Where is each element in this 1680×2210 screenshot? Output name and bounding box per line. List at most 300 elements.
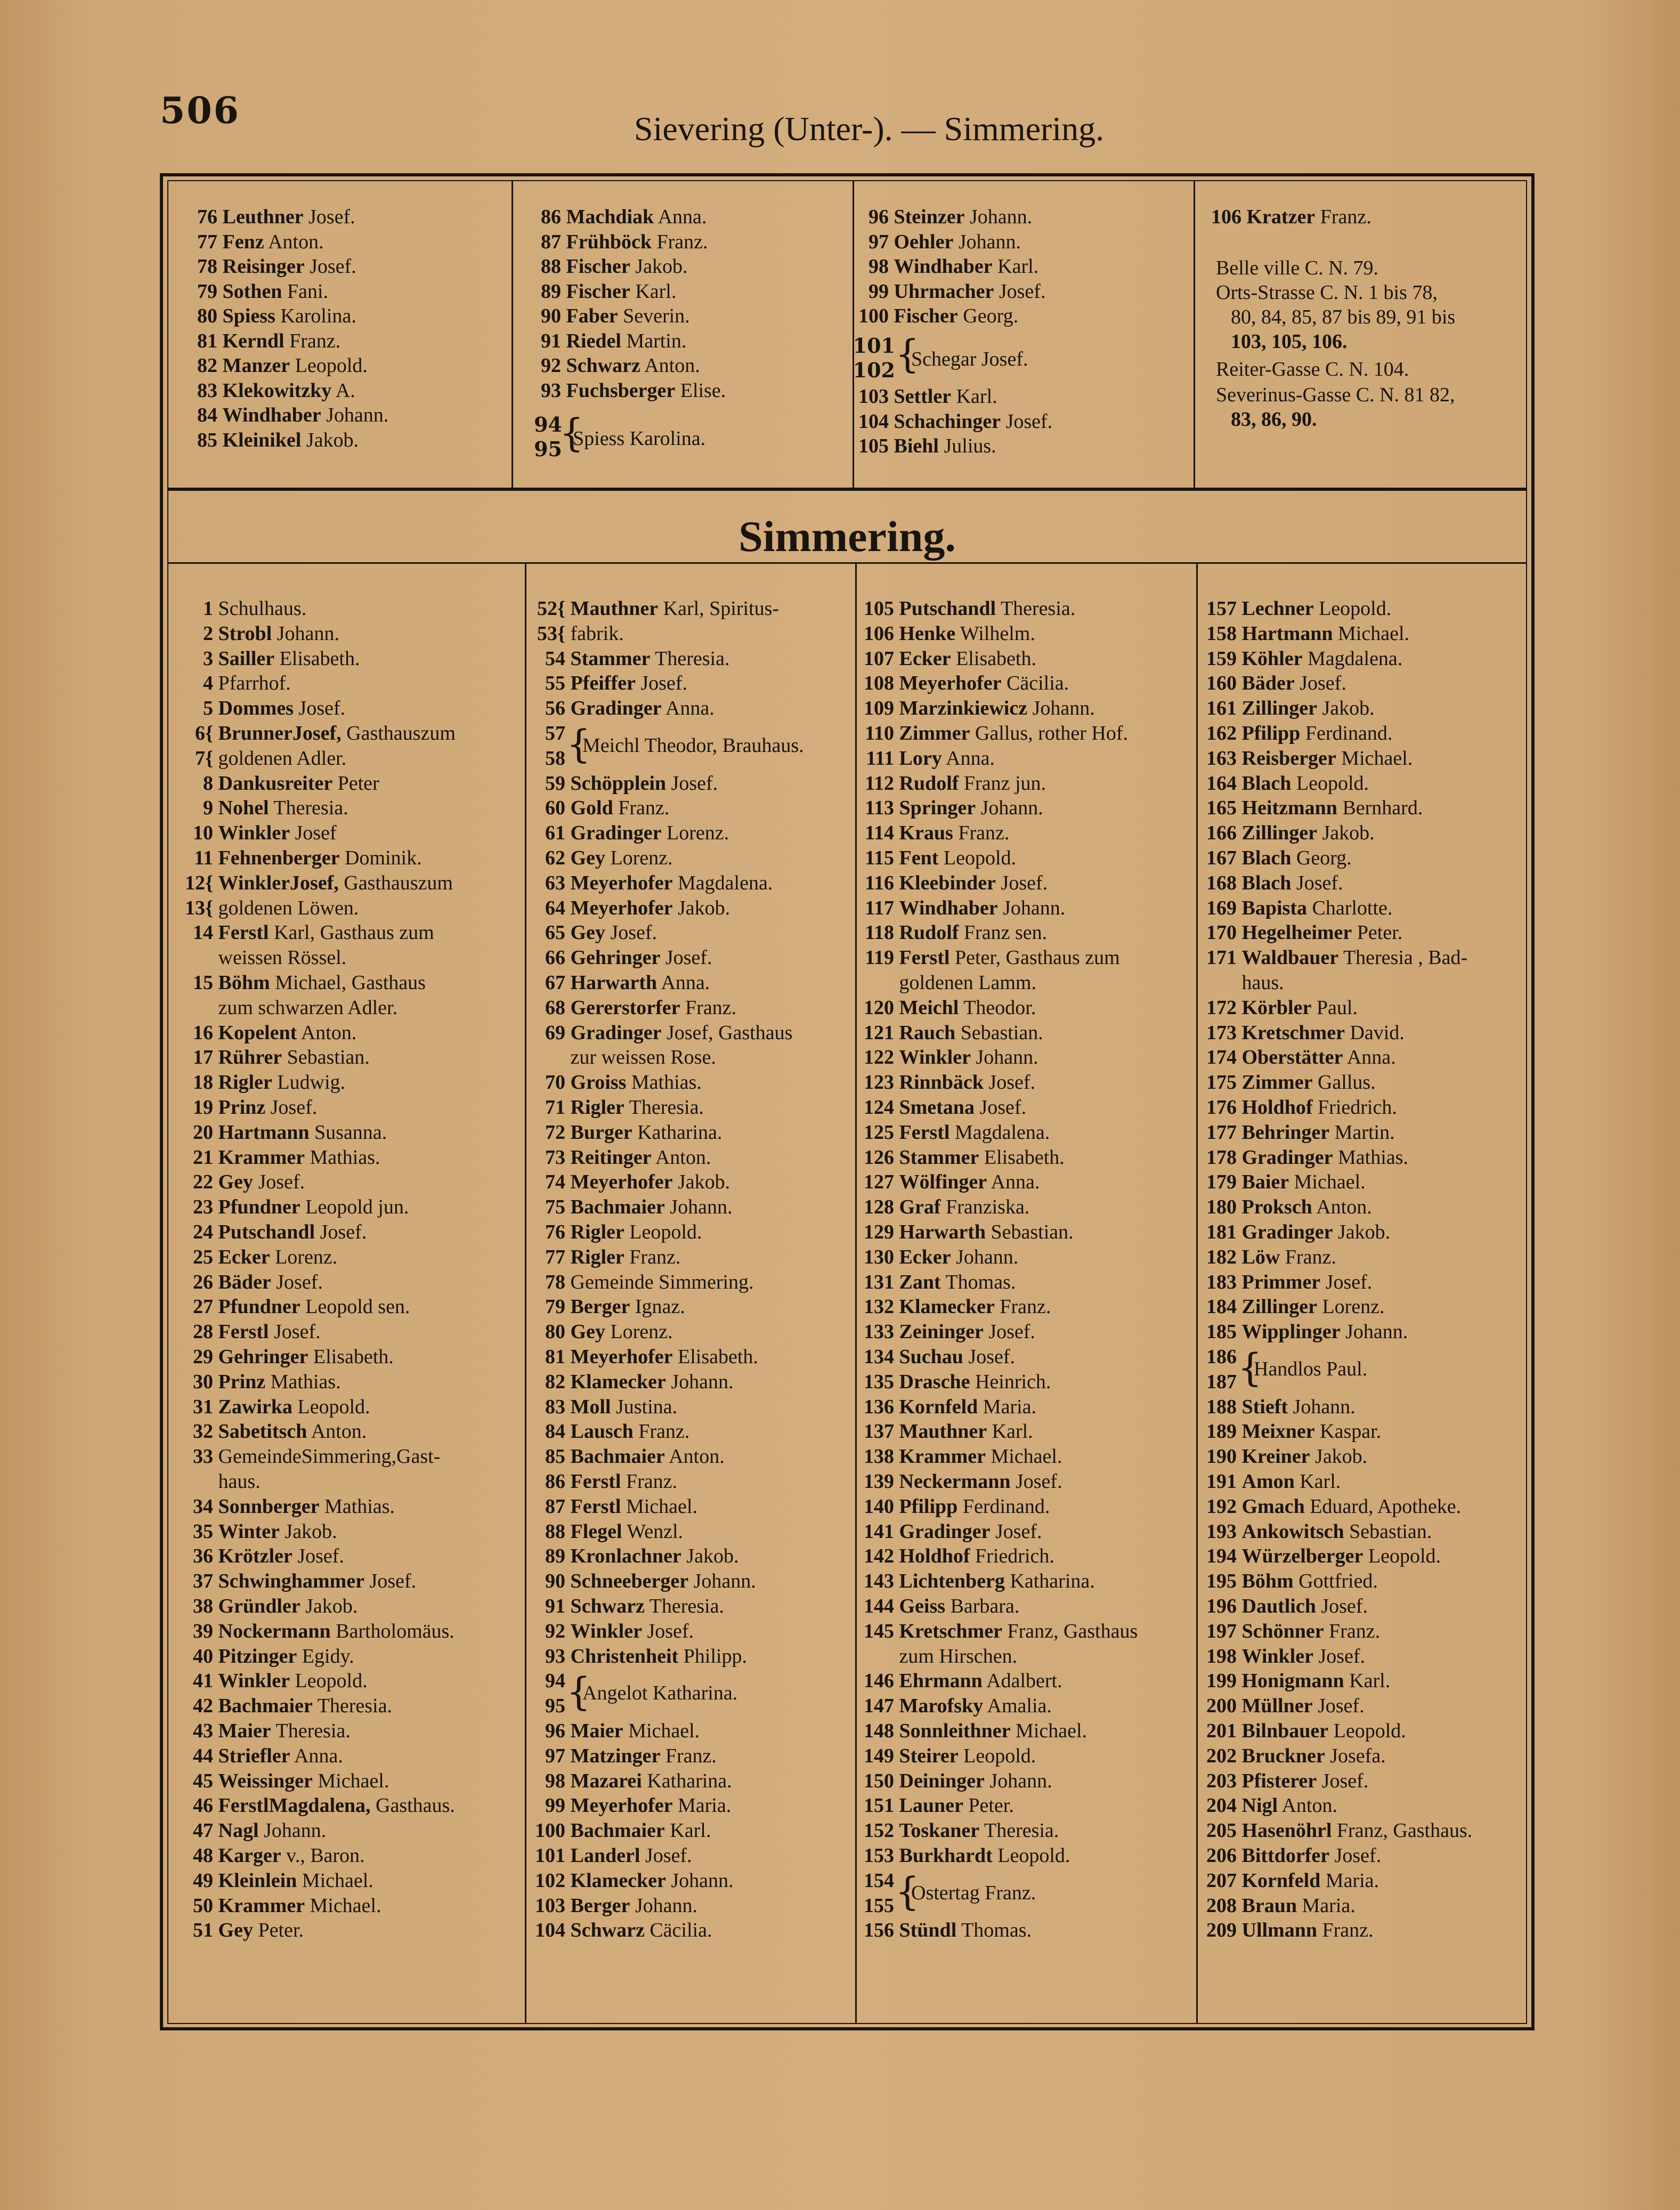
entry-given: Anna. [661,972,710,994]
entry-given: Leopold. [943,847,1017,869]
entry-surname: Ecker [899,647,951,670]
group-number: 186 [1206,1346,1237,1368]
entry-given: Josef. [988,1071,1036,1094]
list-item [176,280,328,303]
list-item [520,971,710,994]
list-item [520,1869,734,1892]
entry-given: Josef. [310,255,356,278]
entry-surname: Manzer [222,354,290,377]
entry-surname: Nigl [1241,1794,1278,1817]
entry-number: 177 [1206,1121,1237,1144]
entry-surname: Faber [566,305,618,327]
group-number: 94 [545,1670,565,1693]
list-item [171,1220,367,1244]
entry-given: Johann. [976,1046,1038,1069]
entry-given: Franz, Gasthaus [1007,1620,1138,1642]
entry-given: Heinrich. [975,1370,1051,1393]
entry-given: Josef. [258,1171,305,1194]
entry-given: David. [1350,1021,1405,1044]
entry-number: 79 [197,280,217,303]
entry-number: 161 [1206,697,1237,720]
list-item [1191,597,1391,620]
list-item [847,280,1045,303]
entry-given: Franz. [958,822,1010,845]
list-item [520,1071,702,1094]
list-item [171,722,456,745]
entry-surname: Stammer [570,647,651,670]
entry-given: weissen Rössel. [218,946,347,969]
entry-given: Johann. [326,404,389,426]
entry-surname: Ferstl [570,1470,621,1493]
list-item [171,846,422,870]
entry-number: 91 [545,1595,565,1617]
list-item [1191,1495,1461,1518]
list-item [171,1096,317,1119]
list-item [848,747,995,770]
list-item [848,1594,1019,1618]
list-item [520,329,686,353]
entry-number: 26 [193,1270,213,1293]
list-item [171,1320,321,1343]
entry-surname: Kleinikel [222,428,302,451]
list-item [847,304,1018,328]
grouping-brace: { [559,410,584,455]
list-item [520,1744,717,1768]
entry-given: Johann. [670,1196,733,1219]
entry-given: Elisabeth. [313,1346,394,1368]
list-item [1191,1445,1367,1468]
list-item [1191,1220,1390,1244]
entry-surname: Holdhof [899,1545,970,1568]
entry-given: Johann. [277,622,339,645]
list-item [848,1819,1059,1842]
entry-given: Lorenz. [1322,1296,1385,1318]
list-item [520,647,729,670]
entry-number: 50 [193,1894,213,1917]
entry-number: 72 [545,1121,565,1144]
list-item [1191,1669,1390,1693]
entry-number: 129 [864,1221,894,1243]
list-item [848,1669,1062,1693]
entry-given: Anna. [294,1744,343,1767]
entry-number: 62 [545,847,565,869]
entry-number: 105 [858,435,889,457]
entry-given: Jakob. [686,1545,739,1568]
list-item [848,1544,1054,1568]
entry-number: 105 [864,597,894,620]
list-item [176,329,340,353]
entry-number: 83 [545,1395,565,1418]
list-item [520,1146,711,1169]
entry-surname: Leuthner [222,206,304,228]
entry-given: Karl. [635,280,677,303]
list-item [847,255,1038,278]
list-item [848,1195,1029,1219]
list-item [848,846,1016,870]
list-item [847,205,1032,229]
entry-given: Josef. [1317,1695,1365,1718]
entry-given: Johann. [671,1370,734,1393]
entry-number: 1 [203,597,213,620]
entry-given: Franz. [1329,1620,1381,1642]
running-header: Sievering (Unter-). — Simmering. [634,110,1105,148]
list-item [171,1894,381,1917]
entry-number: 122 [864,1046,894,1069]
entry-given: Theresia. [984,1819,1059,1842]
entry-surname: Klamecker [570,1370,666,1393]
list-item [1191,747,1413,770]
entry-given: Amalia. [987,1695,1052,1718]
entry-given: Josef. [297,1545,344,1568]
entry-number: 146 [864,1670,894,1693]
entry-surname: Ankowitsch [1241,1520,1344,1543]
list-item [520,996,736,1019]
entry-given: Thomas. [945,1270,1016,1293]
entry-surname: Biehl [894,435,939,457]
entry-surname: Putschandl [899,597,996,620]
entry-given: Michael. [1016,1720,1087,1742]
entry-surname: Deininger [899,1769,985,1792]
entry-number: 200 [1206,1695,1237,1718]
entry-given: Theresia. [317,1695,392,1718]
entry-number: 145 [864,1620,894,1642]
entry-given: Michael. [626,1495,697,1518]
list-item [520,1918,712,1942]
entry-number: 151 [864,1794,894,1817]
entry-surname: Nockermann [218,1620,331,1642]
entry-surname: Rudolf [899,772,959,795]
entry-given: Josef. [1325,1270,1373,1293]
entry-given: Martin. [626,329,687,352]
entry-surname: Gradinger [570,1021,662,1044]
list-item [520,1544,738,1568]
list-item [1191,1320,1408,1343]
entry-surname: Kreiner [1241,1445,1310,1468]
entry-surname: Graf [899,1196,941,1219]
entry-number: 120 [864,996,894,1019]
entry-surname: Gererstorfer [570,996,680,1019]
entry-given: haus. [218,1470,261,1493]
entry-given: Cäcilia. [650,1919,712,1942]
entry-given: Michael. [991,1445,1062,1468]
entry-surname: Gey [570,1321,605,1343]
entry-surname: Springer [899,797,976,820]
entry-surname: Schöpplein [570,772,667,795]
list-item [848,1420,1033,1443]
entry-given: Josef. [968,1346,1016,1368]
entry-given: zum Hirschen. [899,1645,1018,1667]
list-item [520,946,712,969]
entry-number: 16 [193,1021,213,1044]
entry-number: 205 [1206,1819,1237,1842]
entry-surname: Mazarei [570,1769,642,1792]
entry-given: Karl, Gasthaus zum [273,921,434,944]
entry-given: Josef. [369,1570,417,1593]
entry-given: Theresia. [273,797,348,820]
entry-given: Severin. [623,305,690,327]
list-item [848,1021,1043,1045]
street-note: 83, 86, 90. [1231,408,1317,431]
entry-given: v., Baron. [286,1844,365,1867]
entry-number: 100 [535,1819,565,1842]
entry-surname: FerstlMagdalena, [218,1794,371,1817]
entry-surname: Marofsky [899,1695,984,1718]
entry-number: 130 [864,1245,894,1268]
entry-given: Franz. [289,329,341,352]
grouping-brace: { [566,1669,591,1714]
entry-number: 48 [193,1844,213,1867]
entry-number: 174 [1206,1046,1237,1069]
entry-surname: Rauch [899,1021,956,1044]
entry-surname: Gradinger [570,822,662,845]
entry-surname: Reisberger [1241,747,1336,770]
entry-number: 47 [193,1819,213,1842]
entry-number: 40 [193,1645,213,1667]
entry-given: Josef. [1334,1844,1382,1867]
entry-number: 202 [1206,1744,1237,1767]
entry-given: Karl. [670,1819,711,1842]
list-item [1191,996,1358,1019]
list-item [848,1170,1040,1194]
entry-number: 135 [864,1370,894,1393]
list-item [1191,921,1402,944]
entry-number: 113 [865,797,894,820]
list-item [1191,1569,1378,1593]
entry-given: Philipp. [683,1645,747,1667]
entry-given: Elisabeth. [956,647,1036,670]
list-item [171,1918,304,1942]
entry-given: Gasthauszum [344,871,453,894]
entry-surname: Marzinkiewicz [899,697,1028,720]
entry-number: 142 [864,1545,894,1568]
group-number: 101 [853,334,895,358]
entry-number: 192 [1206,1495,1237,1518]
entry-surname: Dankusreiter [218,772,333,795]
entry-number: 97 [869,230,889,253]
entry-surname: Pfilipp [899,1495,958,1518]
list-item [1191,1894,1356,1917]
entry-surname: Bäder [1241,672,1295,695]
entry-given: Jakob. [1322,822,1375,845]
entry-surname: Schwarz [570,1595,645,1617]
entry-surname: Harwarth [899,1221,986,1243]
entry-surname: Windhaber [899,896,998,919]
entry-number: 168 [1206,871,1237,894]
entry-surname: Kornfeld [1241,1869,1321,1892]
entry-surname: Spiess [222,305,275,327]
entry-surname: Gehringer [570,946,661,969]
entry-number: 140 [864,1495,894,1518]
entry-given: Johann. [693,1570,756,1593]
list-item [520,1520,683,1543]
list-item [1191,1694,1365,1718]
entry-given: Lorenz. [610,847,673,869]
entry-surname: Launer [899,1794,963,1817]
entry-surname: Reitinger [570,1146,652,1169]
entry-surname: Fent [899,847,939,869]
entry-number: 104 [858,410,889,433]
entry-number: 79 [545,1296,565,1318]
entry-number: 96 [545,1720,565,1742]
entry-given: Franz, Gasthaus. [1336,1819,1473,1842]
entry-number: 87 [545,1495,565,1518]
list-item [848,1769,1052,1793]
entry-given: Julius. [944,435,996,457]
entry-number: 5 [203,697,213,720]
entry-given: Mathias. [1337,1146,1408,1169]
list-item [171,1370,341,1394]
list-item [847,230,1021,254]
entry-surname: Windhaber [894,255,993,278]
entry-surname: Waldbauer [1241,946,1339,969]
entry-surname: Zant [899,1270,941,1293]
entry-given: Josef. [270,1096,318,1119]
list-item [171,1520,337,1543]
entry-surname: Meyerhofer [570,1171,673,1194]
entry-given: Georg. [963,305,1019,327]
entry-given: Josef. [1001,871,1048,894]
entry-number: 167 [1206,847,1237,869]
entry-surname: Körbler [1241,996,1312,1019]
entry-given: Josef. [671,772,718,795]
entry-surname: Bruckner [1241,1744,1325,1767]
entry-surname: Rudolf [899,921,959,944]
entry-given: Josef. [309,206,355,228]
entry-number: 171 [1206,946,1237,969]
entry-number: 158 [1206,622,1237,645]
list-item [520,1620,694,1643]
entry-given: Katharina. [637,1121,723,1144]
list-item [520,1470,677,1493]
entry-surname: Gmach [1241,1495,1305,1518]
entry-given: Michael. [1294,1171,1366,1194]
entry-surname: Reisinger [222,255,305,278]
entry-surname: Meyerhofer [570,1794,673,1817]
entry-given: Jakob. [678,1171,731,1194]
entry-number: 46 [193,1794,213,1817]
entry-surname: Rigler [570,1245,624,1268]
entry-number: 75 [545,1196,565,1219]
entry-surname: Bäder [218,1270,271,1293]
list-item [520,1894,697,1917]
entry-number: 119 [865,946,894,969]
entry-surname: Lausch [570,1420,634,1443]
list-item [520,1495,697,1518]
list-item [520,1270,754,1294]
entry-number: 17 [193,1046,213,1069]
entry-surname: Oberstätter [1241,1046,1343,1069]
entry-surname: Riedel [566,329,621,352]
list-item [171,1794,455,1817]
entry-given: Michael. [1341,747,1413,770]
entry-surname: Schwarz [566,354,640,377]
entry-surname: Blach [1241,847,1292,869]
entry-number: 82 [197,354,217,377]
list-item [848,647,1036,670]
list-item [1191,1021,1405,1045]
entry-number: 78 [545,1270,565,1293]
entry-given: Johann. [989,1769,1052,1792]
entry-given: Barbara. [950,1595,1020,1617]
group-entry: Handlos Paul. [1254,1358,1368,1380]
entry-number: 92 [541,354,561,377]
entry-number: 133 [864,1321,894,1343]
list-item [848,1320,1035,1343]
entry-number: 199 [1206,1670,1237,1693]
entry-given: Anna. [1346,1046,1396,1069]
entry-given: Johann. [264,1819,327,1842]
entry-number: 77 [545,1245,565,1268]
list-item [171,1345,394,1369]
entry-number: 169 [1206,896,1237,919]
entry-given: Franziska. [946,1196,1030,1219]
entry-surname: Nagl [218,1819,259,1842]
entry-number: 76 [197,206,217,228]
list-item [1191,1071,1376,1094]
entry-surname: Schwarz [570,1919,645,1942]
entry-number: 157 [1206,597,1237,620]
list-item [520,1445,725,1468]
list-item [171,1694,392,1718]
entry-given: Mathias. [310,1146,380,1169]
entry-number: 185 [1206,1321,1237,1343]
list-item [171,1021,356,1045]
list-item [520,1420,689,1443]
entry-given: Ludwig. [277,1071,346,1094]
entry-surname: Gey [218,1171,253,1194]
list-item [1191,1195,1372,1219]
entry-given: Jakob. [678,896,731,919]
list-item [847,434,996,458]
entry-given: Karolina. [280,305,356,327]
entry-surname: Bittdorfer [1241,1844,1330,1867]
entry-number: 188 [1206,1395,1237,1418]
list-item [848,1694,1052,1718]
list-item [520,1794,731,1817]
entry-surname: Zeininger [899,1321,984,1343]
list-item [171,1121,387,1144]
entry-surname: Sailler [218,647,275,670]
list-item [520,821,729,845]
entry-surname: Holdhof [1241,1096,1313,1119]
entry-surname: Ullmann [1241,1919,1317,1942]
list-item [171,1071,345,1094]
entry-surname: Ecker [899,1245,951,1268]
list-item [520,846,673,870]
entry-surname: Ehrmann [899,1670,983,1693]
list-item [171,622,339,645]
entry-number: 15 [193,972,213,994]
entry-number: 182 [1206,1245,1237,1268]
entry-given: Franz. [1000,1296,1051,1318]
entry-surname: Pfisterer [1241,1769,1317,1792]
entry-surname: Bachmaier [218,1695,313,1718]
entry-surname: Zimmer [1241,1071,1313,1094]
entry-number: 156 [864,1919,894,1942]
section-rule [167,562,1527,564]
list-item [520,1594,724,1618]
entry-given: Jakob. [285,1520,337,1543]
list-item [520,255,687,278]
list-item [520,1195,732,1219]
list-item [848,921,1047,944]
entry-number: 126 [864,1146,894,1169]
entry-surname: Wölfinger [899,1171,987,1194]
entry-number: 173 [1206,1021,1237,1044]
entry-surname: Maier [218,1720,271,1742]
group-number: 154 [864,1869,894,1892]
entry-number: 4 [203,672,213,695]
